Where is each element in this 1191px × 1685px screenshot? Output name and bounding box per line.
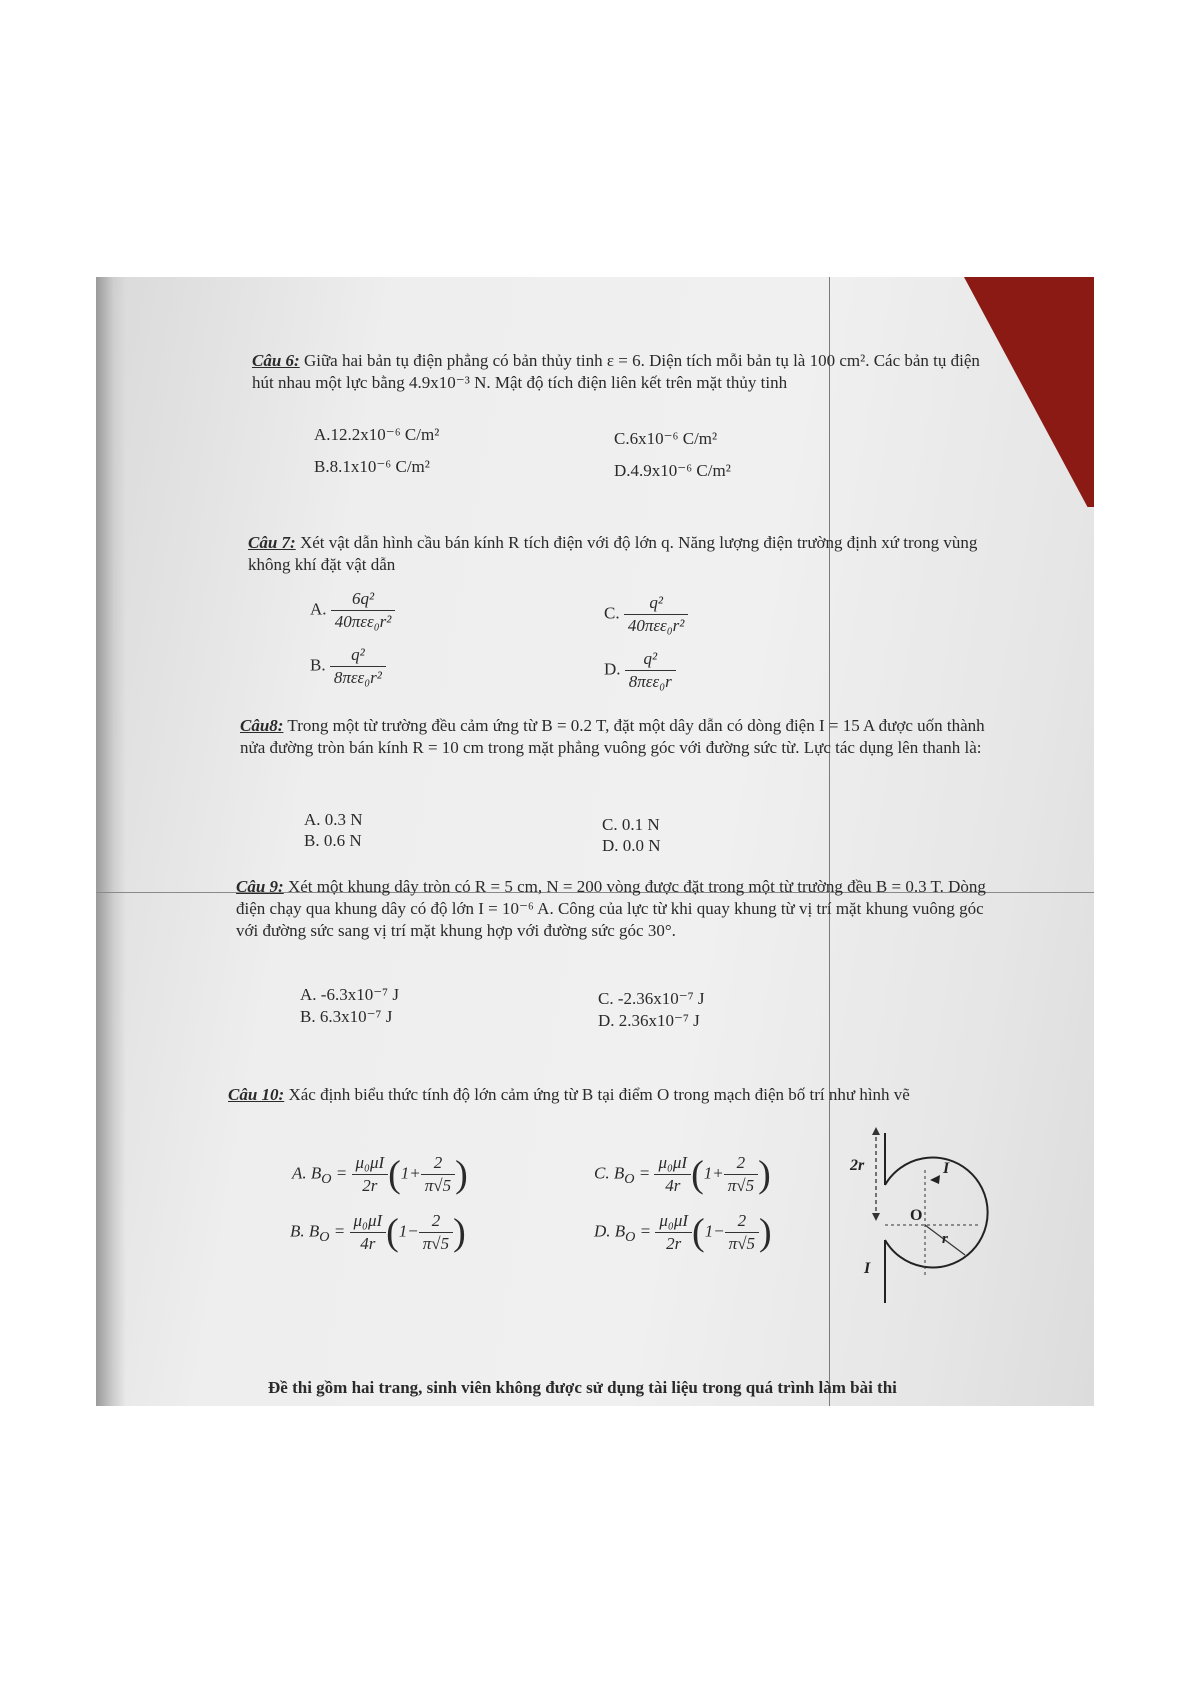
question-6 bbox=[252, 350, 997, 394]
q10-d-eq: = bbox=[639, 1221, 652, 1241]
q7-option-c bbox=[604, 592, 688, 637]
q7-b-denominator: 8πεε₀r² bbox=[333, 668, 382, 687]
q10-c-inner-numerator: 2 bbox=[724, 1152, 758, 1175]
q9-option-a: A. -6.3x10⁻⁷ J bbox=[300, 985, 399, 1004]
q10-a-eq: = bbox=[335, 1163, 348, 1183]
q9-option-d: D. 2.36x10⁻⁷ J bbox=[598, 1011, 700, 1030]
q8-option-a: A. 0.3 N bbox=[304, 810, 363, 829]
q7-b-letter: B. bbox=[310, 655, 326, 675]
figure-dimension-arrow-top bbox=[872, 1127, 880, 1135]
q10-d-inner-fraction bbox=[725, 1210, 759, 1255]
q10-option-c: C. $B_O$ = $\frac{\text{μ₀μI}}{4r}$ (1+ $\frac{2}{\pi√5}$ ) bbox=[594, 1153, 771, 1196]
figure-current-arrow bbox=[930, 1175, 940, 1184]
q10-c-denominator: 4r bbox=[665, 1176, 681, 1195]
q10-b-eq: = bbox=[333, 1221, 346, 1241]
q8-option-c: C. 0.1 N bbox=[602, 815, 660, 834]
question-6-text: Giữa hai bản tụ điện phẳng có bản thủy tinh ε = 6. Diện tích mỗi bản tụ là 100 cm². Các bản tụ điện hút nhau một lực bằng 4.9x10⁻³ N. Mật độ tích điện liên kết trên mặt thủy tinh bbox=[252, 351, 980, 392]
q10-option-b: B. $B_O$ = $\frac{\text{μ₀μI}}{4r}$ (1− $\frac{2}{\pi√5}$ ) bbox=[290, 1211, 466, 1254]
q7-b-fraction bbox=[330, 644, 386, 689]
question-7-label: Câu 7: bbox=[248, 533, 296, 552]
q10-c-inner-fraction bbox=[724, 1152, 758, 1197]
q10-c-fraction bbox=[654, 1152, 691, 1197]
question-10-text: Xác định biểu thức tính độ lớn cảm ứng từ B tại điểm O trong mạch điện bố trí như hình vẽ bbox=[288, 1085, 910, 1104]
figure-label-2r: 2r bbox=[850, 1157, 865, 1174]
q10-b-sub: O bbox=[319, 1228, 330, 1245]
q7-c-letter: C. bbox=[604, 603, 620, 623]
page-shadow-edge bbox=[96, 277, 126, 1406]
q7-a-denominator: 40πεε₀r² bbox=[334, 612, 392, 631]
question-8 bbox=[240, 715, 992, 759]
q10-a-fraction bbox=[352, 1152, 389, 1197]
q7-option-b bbox=[310, 644, 386, 689]
q10-c-lhs: C. B bbox=[594, 1163, 625, 1183]
q9-option-b: B. 6.3x10⁻⁷ J bbox=[300, 1007, 393, 1026]
q10-d-sign: 1− bbox=[704, 1221, 725, 1241]
q10-b-inner-denominator: π√5 bbox=[422, 1234, 450, 1253]
figure-label-i-bottom: I bbox=[864, 1260, 871, 1277]
q10-a-inner-denominator: π√5 bbox=[424, 1176, 452, 1195]
q10-c-sign: 1+ bbox=[703, 1163, 724, 1183]
q9-option-c: C. -2.36x10⁻⁷ J bbox=[598, 989, 705, 1008]
question-8-text: Trong một từ trường đều cảm ứng từ B = 0.2 T, đặt một dây dẫn có dòng điện I = 15 A được uốn thành nửa đường tròn bán kính R = 10 cm trong mặt phẳng vuông góc với đường sức từ. Lực tác dụng lên thanh là: bbox=[240, 716, 985, 757]
q8-option-b: B. 0.6 N bbox=[304, 831, 362, 850]
q6-option-d: D.4.9x10⁻⁶ C/m² bbox=[614, 461, 731, 480]
q10-d-lhs: D. B bbox=[594, 1221, 626, 1241]
q10-b-numerator: μ₀μI bbox=[350, 1210, 387, 1233]
question-7-text: Xét vật dẫn hình cầu bán kính R tích điện với độ lớn q. Năng lượng điện trường định xứ trong vùng không khí đặt vật dẫn bbox=[248, 533, 978, 574]
q10-c-eq: = bbox=[638, 1163, 651, 1183]
q7-c-numerator: q² bbox=[624, 592, 689, 615]
question-6-label: Câu 6: bbox=[252, 351, 300, 370]
q7-d-denominator: 8πεε₀r bbox=[628, 672, 672, 691]
figure-label-o: O bbox=[910, 1207, 923, 1224]
q7-a-numerator: 6q² bbox=[331, 588, 396, 611]
question-7 bbox=[248, 532, 998, 576]
q10-a-inner-fraction bbox=[421, 1152, 455, 1197]
question-10 bbox=[228, 1084, 980, 1106]
q7-c-denominator: 40πεε₀r² bbox=[627, 616, 685, 635]
q6-option-c: C.6x10⁻⁶ C/m² bbox=[614, 429, 718, 448]
figure-label-r: r bbox=[942, 1231, 948, 1247]
q10-a-inner-numerator: 2 bbox=[421, 1152, 455, 1175]
q7-d-fraction bbox=[625, 648, 676, 693]
question-10-label: Câu 10: bbox=[228, 1085, 285, 1104]
q10-option-a: A. $B_O$ = $\frac{\text{μ₀μI}}{2r}$ (1+ $\frac{2}{\pi√5}$ ) bbox=[292, 1153, 468, 1196]
q10-d-numerator: μ₀μI bbox=[655, 1210, 692, 1233]
q10-d-sub: O bbox=[625, 1228, 636, 1245]
q10-d-inner-denominator: π√5 bbox=[728, 1234, 756, 1253]
q10-d-inner-numerator: 2 bbox=[725, 1210, 759, 1233]
q10-b-denominator: 4r bbox=[360, 1234, 376, 1253]
q10-a-sub: O bbox=[321, 1170, 332, 1187]
q10-a-denominator: 2r bbox=[362, 1176, 378, 1195]
question-8-label: Câu8: bbox=[240, 716, 284, 735]
q7-a-fraction bbox=[331, 588, 396, 633]
figure-dimension-arrow-bottom bbox=[872, 1213, 880, 1221]
q10-d-denominator: 2r bbox=[666, 1234, 682, 1253]
figure-label-i-top: I bbox=[943, 1160, 950, 1177]
figure-loop-arc bbox=[885, 1158, 988, 1268]
q10-a-sign: 1+ bbox=[400, 1163, 421, 1183]
q7-option-a bbox=[310, 588, 395, 633]
q10-c-numerator: μ₀μI bbox=[654, 1152, 691, 1175]
q10-c-inner-denominator: π√5 bbox=[727, 1176, 755, 1195]
q7-c-fraction bbox=[624, 592, 689, 637]
q10-b-lhs: B. B bbox=[290, 1221, 320, 1241]
q7-option-d bbox=[604, 648, 676, 693]
q7-d-letter: D. bbox=[604, 659, 621, 679]
q10-c-sub: O bbox=[624, 1170, 635, 1187]
q10-b-inner-numerator: 2 bbox=[419, 1210, 453, 1233]
q10-a-numerator: μ₀μI bbox=[352, 1152, 389, 1175]
q6-option-b: B.8.1x10⁻⁶ C/m² bbox=[314, 457, 430, 476]
q6-option-a: A.12.2x10⁻⁶ C/m² bbox=[314, 425, 440, 444]
q10-option-d: D. $B_O$ = $\frac{\text{μ₀μI}}{2r}$ (1− $\frac{2}{\pi√5}$ ) bbox=[594, 1211, 772, 1254]
exam-footer-note: Đề thi gồm hai trang, sinh viên không được sử dụng tài liệu trong quá trình làm bài thi bbox=[268, 1378, 897, 1397]
q10-b-inner-fraction bbox=[419, 1210, 453, 1255]
q8-option-d: D. 0.0 N bbox=[602, 836, 661, 855]
q7-a-letter: A. bbox=[310, 599, 327, 619]
q10-b-fraction bbox=[350, 1210, 387, 1255]
question-9-text: Xét một khung dây tròn có R = 5 cm, N = 200 vòng được đặt trong một từ trường đều B = 0.3 T. Dòng điện chạy qua khung dây có độ lớn I = 10⁻⁶ A. Công của lực từ khi quay khung từ vị trí mặt khung vuông góc với đường sức sang vị trí mặt khung hợp với đường sức góc 30°. bbox=[236, 877, 986, 940]
q10-b-sign: 1− bbox=[398, 1221, 419, 1241]
question-9 bbox=[236, 876, 988, 942]
q10-a-lhs: A. B bbox=[292, 1163, 322, 1183]
q7-d-numerator: q² bbox=[625, 648, 676, 671]
circuit-figure bbox=[840, 1125, 990, 1310]
vertical-fold-line bbox=[829, 277, 830, 1406]
question-9-label: Câu 9: bbox=[236, 877, 284, 896]
q10-d-fraction bbox=[655, 1210, 692, 1255]
q7-b-numerator: q² bbox=[330, 644, 386, 667]
